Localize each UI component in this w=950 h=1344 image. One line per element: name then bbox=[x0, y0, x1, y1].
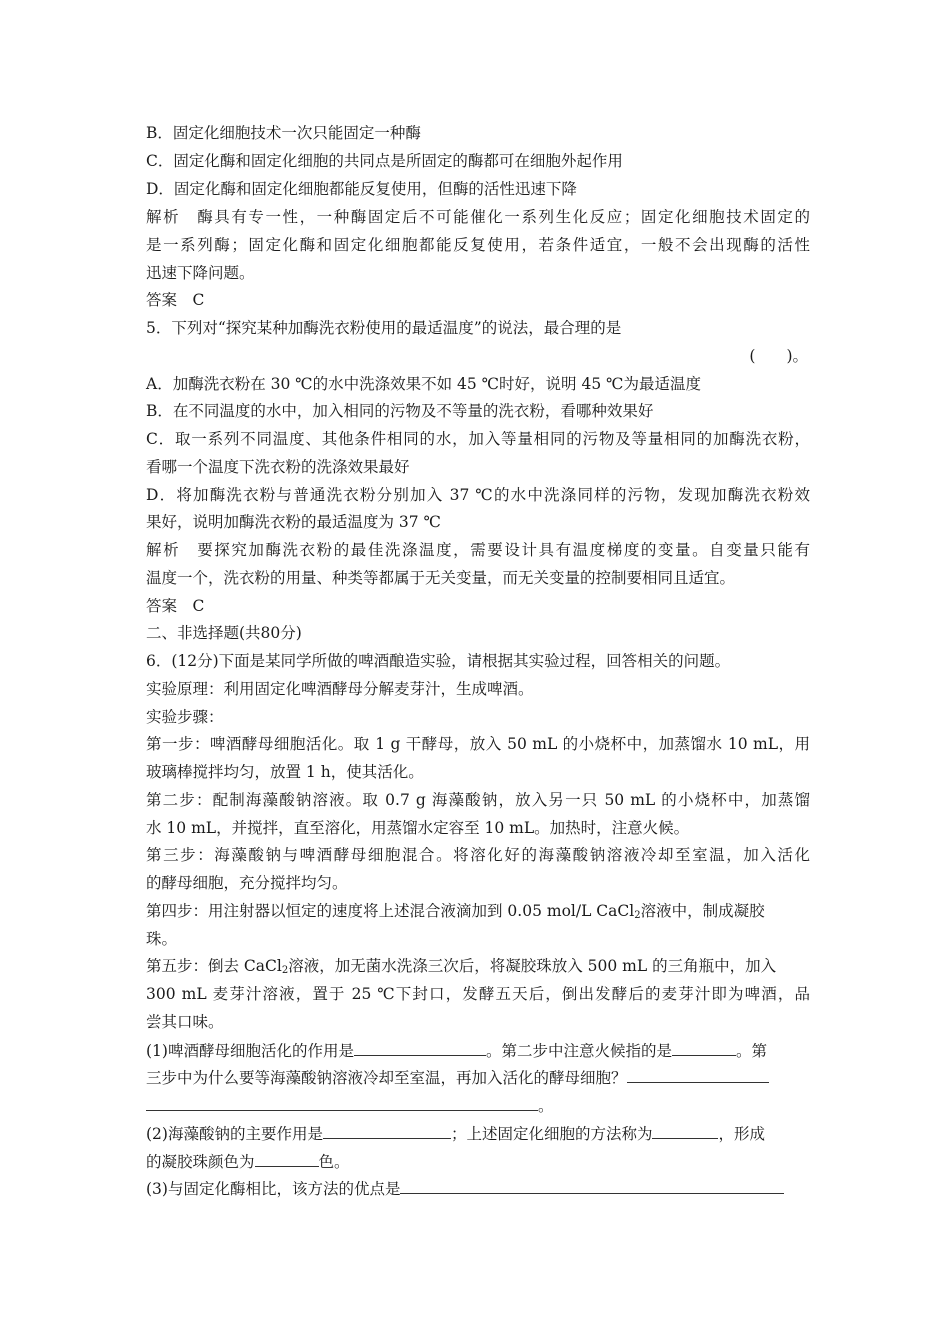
q6-step5-line: 尝其口味。 bbox=[146, 1013, 224, 1031]
q5-option-d-line: 果好，说明加酶洗衣粉的最适温度为 37 ℃ bbox=[146, 513, 441, 531]
q4-analysis-line: 解析 酶具有专一性，一种酶固定后不可能催化一系列生化反应；固定化细胞技术固定的 bbox=[146, 208, 810, 226]
sub2-text: ，形成 bbox=[718, 1125, 765, 1143]
q6-sub3-line bbox=[146, 1178, 810, 1198]
step5-text: 溶液，加无菌水洗涤三次后，将凝胶珠放入 500 mL 的三角瓶中，加入 bbox=[288, 957, 777, 975]
q5-option-b: B．在不同温度的水中，加入相同的污物及不等量的洗衣粉，看哪种效果好 bbox=[146, 402, 654, 420]
q5-bracket: ( )。 bbox=[749, 347, 808, 365]
answer-blank[interactable] bbox=[400, 1178, 784, 1194]
q4-option-b: B．固定化细胞技术一次只能固定一种酶 bbox=[146, 124, 421, 142]
q6-sub1-line bbox=[146, 1067, 810, 1087]
q5-analysis-line: 解析 要探究加酶洗衣粉的最佳洗涤温度，需要设计具有温度梯度的变量。自变量只能有 bbox=[146, 541, 810, 559]
q6-step2-line: 第二步：配制海藻酸钠溶液。取 0.7 g 海藻酸钠，放入另一只 50 mL 的小烧杯中，加蒸馏 bbox=[146, 791, 810, 809]
q6-sub2-line bbox=[146, 1151, 810, 1171]
answer-blank[interactable] bbox=[146, 1095, 538, 1111]
answer-blank[interactable] bbox=[323, 1123, 451, 1139]
sub2-text: (2)海藻酸钠的主要作用是 bbox=[146, 1125, 323, 1143]
q6-stem: 6．(12分)下面是某同学所做的啤酒酿造实验，请根据其实验过程，回答相关的问题。 bbox=[146, 652, 731, 670]
q6-sub2-line bbox=[146, 1123, 810, 1143]
q5-answer: 答案 C bbox=[146, 597, 205, 615]
step5-subscript: 2 bbox=[281, 965, 289, 976]
q4-option-d: D．固定化酶和固定化细胞都能反复使用，但酶的活性迅速下降 bbox=[146, 180, 577, 198]
step4-text: 溶液中，制成凝胶 bbox=[640, 902, 765, 920]
q6-step1-line: 玻璃棒搅拌均匀，放置 1 h，使其活化。 bbox=[146, 763, 424, 781]
sub3-text: (3)与固定化酶相比，该方法的优点是 bbox=[146, 1180, 401, 1198]
q6-sub1-line bbox=[146, 1095, 810, 1115]
q4-option-c: C．固定化酶和固定化细胞的共同点是所固定的酶都可在细胞外起作用 bbox=[146, 152, 623, 170]
q4-analysis-line: 迅速下降问题。 bbox=[146, 264, 255, 282]
q5-option-d-line: D．将加酶洗衣粉与普通洗衣粉分别加入 37 ℃的水中洗涤同样的污物，发现加酶洗衣粉效 bbox=[146, 486, 810, 504]
q6-step4-line bbox=[146, 901, 810, 921]
step4-text: 第四步：用注射器以恒定的速度将上述混合液滴加到 0.05 mol/L CaCl bbox=[146, 902, 635, 920]
q6-sub1-line bbox=[146, 1040, 810, 1060]
step5-text: 第五步：倒去 CaCl bbox=[146, 957, 282, 975]
q5-stem: 5．下列对“探究某种加酶洗衣粉使用的最适温度”的说法，最合理的是 bbox=[146, 319, 622, 337]
sub2-text: ；上述固定化细胞的方法称为 bbox=[450, 1125, 653, 1143]
answer-blank[interactable] bbox=[255, 1151, 319, 1167]
answer-blank[interactable] bbox=[672, 1040, 736, 1056]
q6-step5-line bbox=[146, 956, 810, 976]
sub1-text: 。 bbox=[538, 1097, 554, 1115]
q6-steps-label: 实验步骤： bbox=[146, 708, 224, 726]
q5-option-c-line: 看哪一个温度下洗衣粉的洗涤效果最好 bbox=[146, 458, 410, 476]
q6-step2-line: 水 10 mL，并搅拌，直至溶化，用蒸馏水定容至 10 mL。加热时，注意火候。 bbox=[146, 819, 690, 837]
q6-step4-line: 珠。 bbox=[146, 930, 178, 948]
step4-subscript: 2 bbox=[634, 910, 641, 921]
q6-step5-line: 300 mL 麦芽汁溶液，置于 25 ℃下封口，发酵五天后，倒出发酵后的麦芽汁即为啤酒，品 bbox=[146, 985, 810, 1003]
section-heading: 二、非选择题(共80分) bbox=[146, 624, 302, 642]
q5-option-c-line: C．取一系列不同温度、其他条件相同的水，加入等量相同的污物及等量相同的加酶洗衣粉， bbox=[146, 430, 810, 448]
answer-blank[interactable] bbox=[354, 1040, 486, 1056]
answer-blank[interactable] bbox=[627, 1067, 769, 1083]
sub1-text: 。第 bbox=[735, 1042, 767, 1060]
q4-answer: 答案 C bbox=[146, 291, 205, 309]
q6-step3-line: 的酵母细胞，充分搅拌均匀。 bbox=[146, 874, 348, 892]
q5-option-a: A．加酶洗衣粉在 30 ℃的水中洗涤效果不如 45 ℃时好，说明 45 ℃为最适温度 bbox=[146, 375, 701, 393]
sub1-text: 。第二步中注意火候指的是 bbox=[485, 1042, 672, 1060]
q4-analysis-line: 是一系列酶；固定化酶和固定化细胞都能反复使用，若条件适宜，一般不会出现酶的活性 bbox=[146, 236, 810, 254]
sub2-text: 色。 bbox=[318, 1153, 350, 1171]
q6-step1-line: 第一步：啤酒酵母细胞活化。取 1 g 干酵母，放入 50 mL 的小烧杯中，加蒸馏水 10 mL，用 bbox=[146, 735, 810, 753]
sub2-text: 的凝胶珠颜色为 bbox=[146, 1153, 255, 1171]
answer-blank[interactable] bbox=[652, 1123, 718, 1139]
sub1-text: (1)啤酒酵母细胞活化的作用是 bbox=[146, 1042, 354, 1060]
q6-step3-line: 第三步：海藻酸钠与啤酒酵母细胞混合。将溶化好的海藻酸钠溶液冷却至室温，加入活化 bbox=[146, 846, 810, 864]
q5-analysis-line: 温度一个，洗衣粉的用量、种类等都属于无关变量，而无关变量的控制要相同且适宜。 bbox=[146, 569, 736, 587]
q6-principle: 实验原理：利用固定化啤酒酵母分解麦芽汁，生成啤酒。 bbox=[146, 680, 534, 698]
sub1-text: 三步中为什么要等海藻酸钠溶液冷却至室温，再加入活化的酵母细胞？ bbox=[146, 1069, 627, 1087]
